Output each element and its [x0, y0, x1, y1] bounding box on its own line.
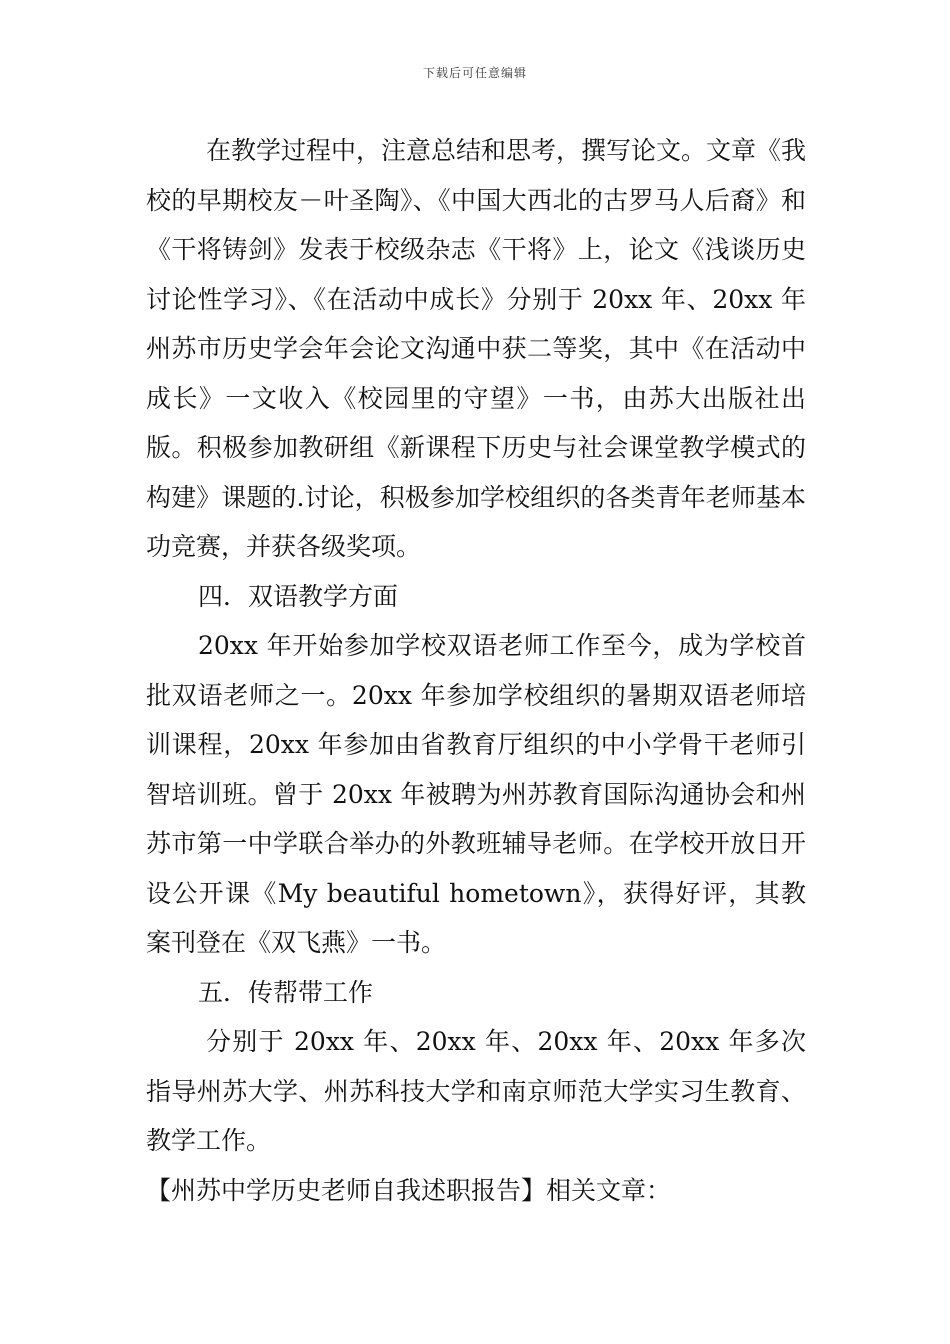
document-body — [146, 126, 806, 1215]
related-articles-link[interactable]: 【州苏中学历史老师自我述职报告】相关文章： — [146, 1175, 672, 1205]
page-header-note: 下载后可任意编辑 — [422, 66, 527, 80]
paragraph-mentoring: 分别于 20xx 年、20xx 年、20xx 年、20xx 年多次指导州苏大学、州苏科技大学和南京师范大学实习生教育、教学工作。 — [146, 1027, 806, 1155]
paragraph-bilingual: 20xx 年开始参加学校双语老师工作至今，成为学校首批双语老师之一。20xx 年参加学校组织的暑期双语老师培训课程，20xx 年参加由省教育厅组织的中小学骨干老师引智培训班。曾于 20xx 年被聘为州苏教育国际沟通协会和州苏市第一中学联合举办的外教班辅导老师。在学校开放日开设公开课《My beautiful hometown》，获得好评，其教案刊登在《双飞燕》一书。 — [146, 631, 806, 957]
paragraph-papers: 在教学过程中，注意总结和思考，撰写论文。文章《我校的早期校友－叶圣陶》、《中国大西北的古罗马人后裔》和《干将铸剑》发表于校级杂志《干将》上，论文《浅谈历史讨论性学习》、《在活动中成长》分别于 20xx 年、20xx 年州苏市历史学会年会论文沟通中获二等奖，其中《在活动中成长》一文收入《校园里的守望》一书，由苏大出版社出版。积极参加教研组《新课程下历史与社会课堂教学模式的构建》课题的.讨论，积极参加学校组织的各类青年老师基本功竞赛，并获各级奖项。 — [146, 136, 807, 561]
section-heading-mentoring: 五．传帮带工作 — [198, 977, 374, 1007]
section-heading-bilingual: 四．双语教学方面 — [198, 581, 399, 611]
